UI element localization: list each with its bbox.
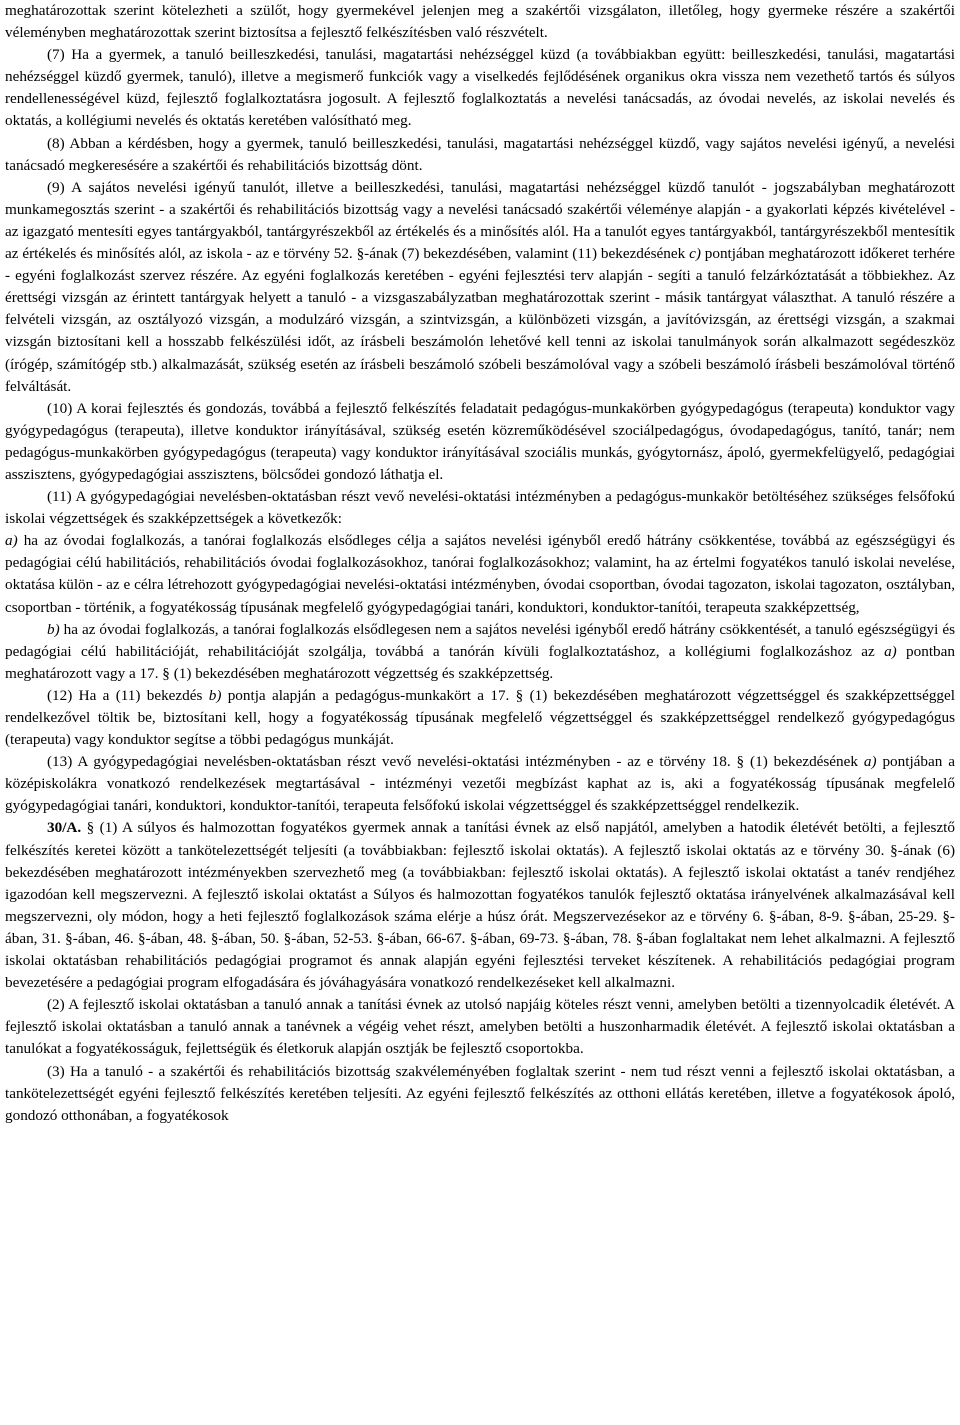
paragraph [5, 44, 955, 132]
paragraph-text: (3) Ha a tanuló - a szakértői és rehabilitációs bizottság szakvéleményében foglaltak szerint - nem tud részt venni a fejlesztő iskolai oktatásban, a tankötelezettségét egyéni fejlesztő felkészítés keretében teljesíti. Az egyéni fejlesztő felkészítés az otthoni ellátás keretében, illetve a fogyatékosok ápoló, gondozó otthonában, a fogyatékosok [5, 1062, 955, 1124]
paragraph-text: (8) Abban a kérdésben, hogy a gyermek, tanuló beilleszkedési, tanulási, magatartási nehézséggel küzdő, vagy sajátos nevelési igényű, a nevelési tanácsadó megkeresésére a szakértői és rehabilitációs bizottság dönt. [5, 134, 955, 174]
paragraph-text: (12) Ha a (11) bekezdés [47, 686, 209, 704]
paragraph [5, 1061, 955, 1127]
paragraph-text: (13) A gyógypedagógiai nevelésben-oktatásban részt vevő nevelési-oktatási intézményben - az e törvény 18. § (1) bekezdésének [47, 753, 864, 771]
paragraph-text: § (1) A súlyos és halmozottan fogyatékos gyermek annak a tanítási évnek az első napjától, amelyben a hatodik életévét betölti, a fejlesztő felkészítés keretei között a tankötelezettségét teljesíti (a továbbiakban: fejlesztő iskolai oktatás). A fejlesztő iskolai oktatás az e törvény 30. §-ának (6) bekezdésében meghatározott intézményekben szervezhető meg (a továbbiakban: fejlesztő iskolai oktatás). A fejlesztő iskolai oktatást a tanév rendjéhez igazodóan kell megszervezni. A fejlesztő iskolai oktatást a Súlyos és halmozottan fogyatékos tanulók fejlesztő oktatása irányelvének alkalmazásával kell megszervezni, oly módon, hogy a heti fejlesztő foglalkozások száma elérje a húsz órát. Megszervezésekor az e törvény 6. §-ában, 8-9. §-ában, 25-29. §-ában, 31. §-ában, 46. §-ában, 48. §-ában, 50. §-ában, 52-53. §-ában, 66-67. §-ában, 69-73. §-ában, 78. §-ában foglaltakat nem lehet alkalmazni. A fejlesztő iskolai oktatásban rehabilitációs pedagógiai programot és annak alapján egyéni fejlesztési terveket készítenek. A rehabilitációs pedagógiai program bevezetésére a pedagógiai program elfogadására és jóváhagyására vonatkozó rendelkezéseket kell alkalmazni. [5, 819, 955, 992]
section-number: 30/A. [47, 819, 82, 837]
paragraph [5, 685, 955, 751]
paragraph [5, 530, 955, 618]
paragraph-text: (2) A fejlesztő iskolai oktatásban a tanuló annak a tanítási évnek az utolsó napjáig köteles részt venni, amelyben betölti a tizennyolcadik életévét. A fejlesztő iskolai oktatásban a tanuló annak a tanévnek a végéig vehet részt, amelyben betölti a huszonharmadik életévét. A fejlesztő iskolai oktatásban a tanulókat a fogyatékosságuk, fejlettségük és életkoruk alapján osztják be fejlesztő csoportokba. [5, 996, 955, 1058]
point-marker: c) [689, 245, 701, 263]
paragraph [5, 0, 955, 44]
point-marker: a) [5, 532, 18, 550]
paragraph-text: (10) A korai fejlesztés és gondozás, továbbá a fejlesztő felkészítés feladatait pedagógus-munkakörben gyógypedagógus (terapeuta) konduktor vagy gyógypedagógus (terapeuta), illetve konduktor irányításával, szükség esetén közreműködésével szociálpedagógus, óvodapedagógus, tanító, tanár; nem pedagógus-munkakörben gyógypedagógus (terapeuta) vagy konduktor irányításával szociális munkás, gyógytornász, ápoló, gyermekfelügyelő, pedagógiai asszisztens, gyógypedagógiai asszisztens, bölcsődei gondozó láthatja el. [5, 399, 955, 483]
paragraph-text: (11) A gyógypedagógiai nevelésben-oktatásban részt vevő nevelési-oktatási intézményben a pedagógus-munkakör betöltéséhez szükséges felsőfokú iskolai végzettségek és szakképzettségek a következők: [5, 488, 955, 528]
point-marker: b) [47, 620, 60, 638]
paragraph [5, 177, 955, 398]
paragraph-text: pontjában meghatározott időkeret terhére - egyéni foglalkozást szervez részére. Az egyéni foglalkozás keretében - egyéni fejlesztési terv alapján - segíti a tanuló felzárkóztatását a többiekhez. Az érettségi vizsgán az érintett tantárgyak helyett a tanuló - a vizsgaszabályzatban meghatározottak szerint - másik tantárgyat választhat. A tanuló részére a felvételi vizsgán, az osztályozó vizsgán, a modulzáró vizsgán, a szintvizsgán, a különbözeti vizsgán, a javítóvizsgán, az érettségi vizsgán, a szakmai vizsgán biztosítani kell a hosszabb felkészülési időt, az írásbeli beszámolón lehetővé kell tenni az iskolai tanulmányok során alkalmazott segédeszköz (írógép, számítógép stb.) alkalmazását, szükség esetén az írásbeli beszámoló szóbeli beszámolóval vagy a szóbeli beszámoló írásbeli beszámolóval történő felváltását. [5, 245, 956, 395]
paragraph-text: pontjában a középiskolákra vonatkozó rendelkezések megtartásával - intézményi vezetői megbízást kaphat az is, aki a fogyatékosság típusának megfelelő gyógypedagógiai tanári, konduktori, konduktor-tanítói, terapeuta felsőfokú iskolai végzettséggel és szakképzettséggel rendelkezik. [5, 753, 955, 815]
paragraph [5, 486, 955, 530]
paragraph-text: meghatározottak szerint kötelezheti a szülőt, hogy gyermekével jelenjen meg a szakértői vizsgálaton, illetőleg, hogy gyermeke részére a szakértői véleményben meghatározottak szerint biztosítsa a fejlesztő felkészítésben való részvételt. [5, 2, 955, 42]
paragraph-text: ha az óvodai foglalkozás, a tanórai foglalkozás elsődlegesen nem a sajátos nevelési igényből eredő hátrány csökkentését, a tanuló egészségügyi és pedagógiai célú habilitációját, rehabilitációját szolgálja, továbbá a tanórán kívüli foglalkoztatáshoz, a kollégiumi foglalkozáshoz az [5, 620, 955, 660]
paragraph-text: pontja alapján a pedagógus-munkakört a 17. § (1) bekezdésében meghatározott végzettséggel és szakképzettséggel rendelkezővel töltik be, biztosítani kell, hogy a fogyatékosság típusának megfelelő végzettséggel és szakképzettséggel rendelkező gyógypedagógus (terapeuta) vagy konduktor segítse a többi pedagógus munkáját. [5, 686, 955, 749]
paragraph [5, 619, 955, 685]
paragraph [5, 994, 955, 1060]
point-marker: a) [884, 642, 897, 660]
paragraph [5, 398, 955, 486]
paragraph-text: (9) A sajátos nevelési igényű tanulót, illetve a beilleszkedési, tanulási, magatartási nehézséggel küzdő tanulót - jogszabályban meghatározott munkamegosztás szerint - a szakértői és rehabilitációs bizottság vagy a nevelési tanácsadó szakértői véleménye alapján - a gyakorlati képzés kivételével - az igazgató mentesíti egyes tantárgyakból, tantárgyrészekből az értékelés és a minősítés alól. Ha a tanulót egyes tantárgyakból, tantárgyrészekből mentesítik az értékelés és minősítés alól, az iskola - az e törvény 52. §-ának (7) bekezdésében, valamint (11) bekezdésének [5, 178, 955, 263]
paragraph-text: pontban meghatározott vagy a 17. § (1) bekezdésében meghatározott végzettség és szakképzettség. [5, 642, 955, 682]
paragraph [5, 133, 955, 177]
paragraph-text: (7) Ha a gyermek, a tanuló beilleszkedési, tanulási, magatartási nehézséggel küzd (a továbbiakban együtt: beilleszkedési, tanulási, magatartási nehézséggel küzdő gyermek, tanuló), illetve a megismerő funkciók vagy a viselkedés fejlődésének organikus okra vissza nem vezethető tartós és súlyos rendellenességével küzd, fejlesztő foglalkoztatásra jogosult. A fejlesztő foglalkoztatás a nevelési tanácsadás, az óvodai nevelés, az iskolai nevelés és oktatás, a kollégiumi nevelés és oktatás keretében valósítható meg. [5, 46, 955, 130]
point-marker: b) [208, 686, 222, 704]
paragraph [5, 751, 955, 817]
paragraph [5, 817, 955, 994]
paragraph-text: ha az óvodai foglalkozás, a tanórai foglalkozás elsődleges célja a sajátos nevelési igényből eredő hátrány csökkentése, továbbá az egészségügyi és pedagógiai célú habilitációs, rehabilitációs óvodai foglalkozásokhoz, tanórai foglalkozásokhoz; valamint, ha az értelmi fogyatékos tanuló iskolai nevelése, oktatása külön - az e célra létrehozott gyógypedagógiai nevelési-oktatási intézményben, óvodai csoportban, óvodai tagozaton, iskolai tagozaton, osztályban, csoportban - történik, a fogyatékosság típusának megfelelő gyógypedagógiai tanári, konduktori, konduktor-tanítói, terapeuta szakképzettség, [5, 532, 955, 616]
point-marker: a) [863, 753, 877, 771]
